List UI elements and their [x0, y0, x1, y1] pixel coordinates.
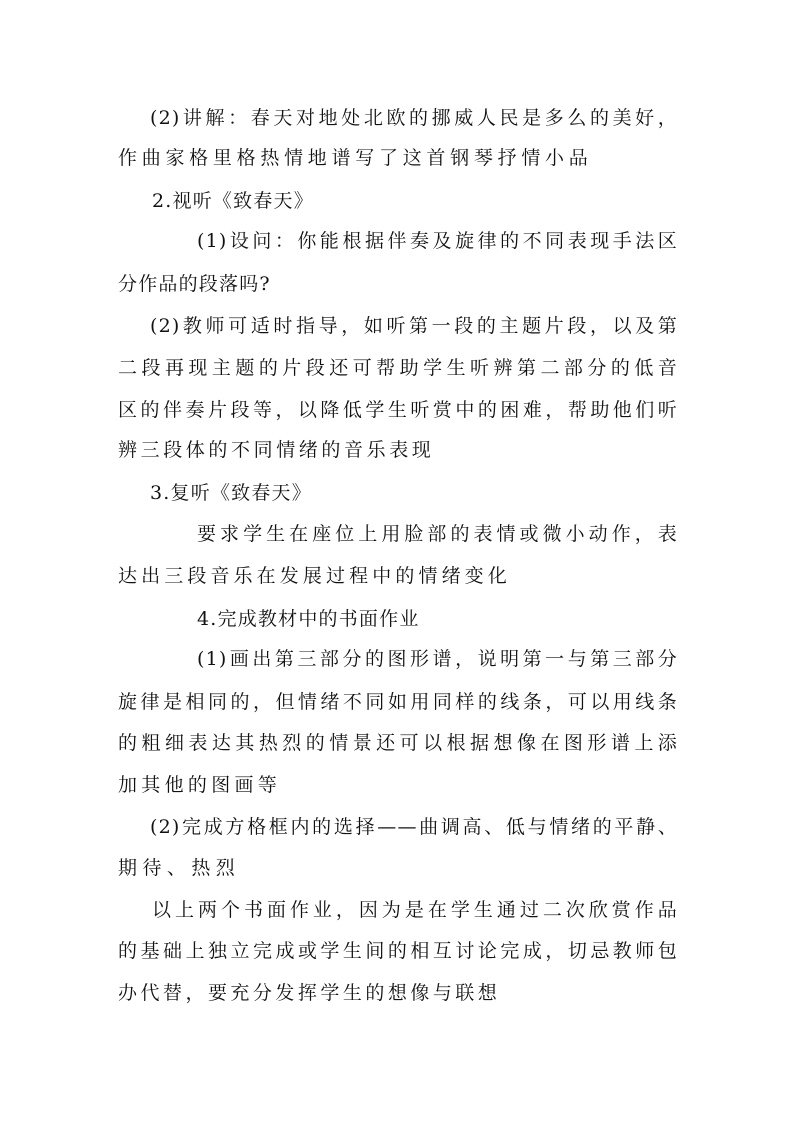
text-line-12: 达出三段音乐在发展过程中的情绪变化	[118, 565, 508, 587]
text-line-9: 辨三段体的不同情绪的音乐表现	[118, 439, 432, 461]
section-heading-4: 4.完成教材中的书面作业	[197, 608, 420, 630]
text-line-7: 二段再现主题的片段还可帮助学生听辨第二部分的低音	[118, 357, 678, 379]
text-line-19: 期待、热烈	[118, 857, 236, 879]
text-line-20: 以上两个书面作业，因为是在学生通过二次欣赏作品	[152, 899, 678, 921]
text-line-5: 分作品的段落吗?	[118, 273, 271, 295]
text-line-6: (2)教师可适时指导，如听第一段的主题片段，以及第	[150, 315, 678, 337]
text-line-17: 加其他的图画等	[118, 774, 278, 796]
section-heading-2: 2.视听《致春天》	[152, 190, 314, 212]
text-line-1: (2)讲解：春天对地处北欧的挪威人民是多么的美好，	[150, 107, 678, 129]
text-line-4: (1)设问：你能根据伴奏及旋律的不同表现手法区	[197, 230, 678, 252]
text-line-15: 旋律是相同的，但情绪不同如用同样的线条，可以用线条	[118, 691, 678, 713]
text-line-21: 的基础上独立完成或学生间的相互讨论完成，切忌教师包	[118, 940, 678, 962]
text-line-2: 作曲家格里格热情地谱写了这首钢琴抒情小品	[118, 147, 589, 169]
text-line-14: (1)画出第三部分的图形谱，说明第一与第三部分	[197, 648, 678, 670]
section-heading-3: 3.复听《致春天》	[150, 482, 312, 504]
text-line-16: 的粗细表达其热烈的情景还可以根据想像在图形谱上添	[118, 732, 678, 754]
text-line-18: (2)完成方格框内的选择——曲调高、低与情绪的平静、	[150, 816, 678, 838]
text-line-22: 办代替，要充分发挥学生的想像与联想	[118, 982, 498, 1004]
text-line-8: 区的伴奏片段等，以降低学生听赏中的困难，帮助他们听	[118, 399, 678, 421]
text-line-11: 要求学生在座位上用脸部的表情或微小动作，表	[197, 523, 678, 545]
